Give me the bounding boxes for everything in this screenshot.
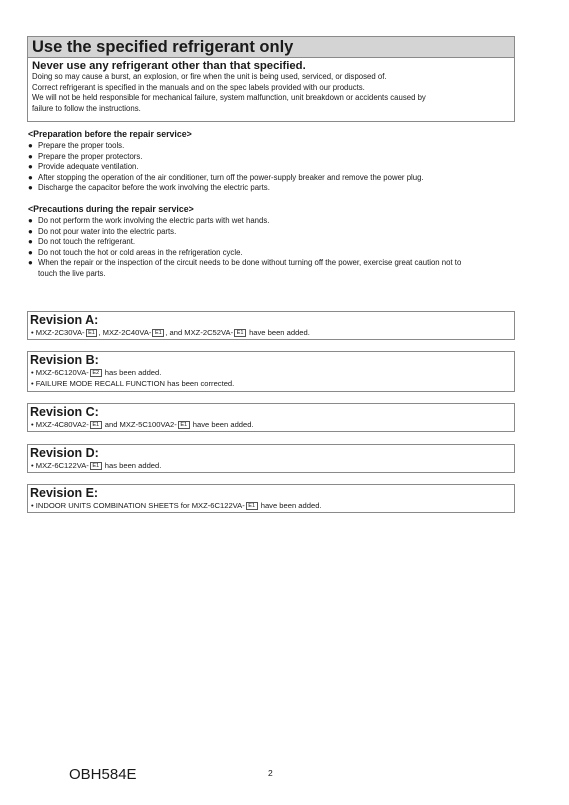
list-item-text: When the repair or the inspection of the circuit needs to be done without turning off the power, exercise great caution not to xyxy=(38,258,462,267)
list-item-text: Prepare the proper tools. xyxy=(38,141,125,150)
document-code: OBH584E xyxy=(69,766,137,783)
revision-line xyxy=(28,460,514,471)
warning-title: Use the specified refrigerant only xyxy=(28,37,514,58)
preparation-list xyxy=(28,141,528,194)
revision-text: have been added. xyxy=(246,328,310,337)
list-item xyxy=(28,162,528,173)
revision-a-box xyxy=(27,311,515,340)
preparation-heading: <Preparation before the repair service> xyxy=(28,129,192,139)
list-item xyxy=(28,173,528,184)
list-item-text: Discharge the capacitor before the work involving the electric parts. xyxy=(38,183,270,192)
list-item xyxy=(28,183,528,194)
revision-b-box xyxy=(27,351,515,392)
revision-text: and MXZ-5C100VA2- xyxy=(102,420,177,429)
model-suffix-tag: E1 xyxy=(234,329,246,337)
bullet-icon: ● xyxy=(28,172,33,182)
list-item-text: Prepare the proper protectors. xyxy=(38,151,143,161)
warning-line: Doing so may cause a burst, an explosion, or fire when the unit is being used, serviced, or disposed of. xyxy=(32,72,387,81)
list-item-text: Do not perform the work involving the electric parts with wet hands. xyxy=(38,216,270,225)
list-item-text: Do not touch the refrigerant. xyxy=(38,237,136,246)
bullet-icon: ● xyxy=(28,216,33,225)
bullet-icon: ● xyxy=(28,247,33,257)
revision-line xyxy=(28,367,514,378)
revision-text: , and MXZ-2C52VA- xyxy=(165,328,234,337)
bullet-icon: ● xyxy=(28,258,33,267)
bullet-icon: ● xyxy=(28,226,33,236)
bullet-icon: ● xyxy=(28,141,33,150)
precautions-heading: <Precautions during the repair service> xyxy=(28,204,194,214)
revision-line xyxy=(28,419,514,430)
revision-title: Revision E: xyxy=(30,486,99,500)
model-suffix-tag: E1 xyxy=(90,421,102,429)
bullet-icon: ● xyxy=(28,151,33,161)
revision-title: Revision B: xyxy=(30,353,99,367)
revision-line xyxy=(28,327,514,338)
revision-text: , MXZ-2C40VA- xyxy=(98,328,152,337)
list-item-text: Do not pour water into the electric parts. xyxy=(38,226,177,236)
list-item-text: Do not touch the hot or cold areas in the refrigeration cycle. xyxy=(38,247,243,257)
revision-text: • MXZ-4C80VA2- xyxy=(31,420,89,429)
list-item xyxy=(28,258,528,269)
bullet-icon: ● xyxy=(28,162,33,171)
list-item xyxy=(28,152,528,163)
page-number: 2 xyxy=(268,768,273,778)
revision-line xyxy=(28,500,514,511)
revision-text: have been added. xyxy=(190,420,254,429)
model-suffix-tag: E1 xyxy=(86,329,98,337)
warning-line: We will not be held responsible for mechanical failure, system malfunction, unit breakdown or accidents caused by xyxy=(32,93,426,102)
warning-subtitle: Never use any refrigerant other than that specified. xyxy=(32,60,306,72)
revision-text: • INDOOR UNITS COMBINATION SHEETS for MXZ-6C122VA- xyxy=(31,501,245,510)
model-suffix-tag: E1 xyxy=(152,329,164,337)
warning-line: Correct refrigerant is specified in the manuals and on the spec labels provided with our products. xyxy=(32,82,365,92)
model-suffix-tag: E2 xyxy=(90,369,102,377)
revision-text: • MXZ-6C122VA- xyxy=(31,461,89,470)
list-item xyxy=(28,248,528,259)
model-suffix-tag: E1 xyxy=(90,462,102,470)
revision-title: Revision D: xyxy=(30,446,99,460)
model-suffix-tag: E1 xyxy=(178,421,190,429)
revision-text: • MXZ-2C30VA- xyxy=(31,328,85,337)
warning-line: failure to follow the instructions. xyxy=(32,103,141,113)
revision-text: has been added. xyxy=(102,368,162,377)
list-item-text: Provide adequate ventilation. xyxy=(38,162,139,171)
revision-text: have been added. xyxy=(258,501,322,510)
bullet-icon: ● xyxy=(28,237,33,246)
precautions-list xyxy=(28,216,528,279)
revision-e-box xyxy=(27,484,515,513)
model-suffix-tag: E1 xyxy=(246,502,258,510)
list-item xyxy=(28,227,528,238)
list-item-text: After stopping the operation of the air conditioner, turn off the power-supply breaker and remove the power plug. xyxy=(38,172,424,182)
list-item xyxy=(28,216,528,227)
revision-d-box xyxy=(27,444,515,473)
revision-title: Revision A: xyxy=(30,313,99,327)
revision-c-box xyxy=(27,403,515,432)
revision-title: Revision C: xyxy=(30,405,99,419)
bullet-icon: ● xyxy=(28,183,33,192)
list-item-continuation xyxy=(28,269,528,280)
list-item-text: touch the live parts. xyxy=(38,268,106,278)
list-item xyxy=(28,237,528,248)
list-item xyxy=(28,141,528,152)
refrigerant-warning-box xyxy=(27,36,515,122)
revision-text: has been added. xyxy=(102,461,162,470)
revision-text: • MXZ-6C120VA- xyxy=(31,368,89,377)
revision-line: • FAILURE MODE RECALL FUNCTION has been corrected. xyxy=(31,379,235,388)
